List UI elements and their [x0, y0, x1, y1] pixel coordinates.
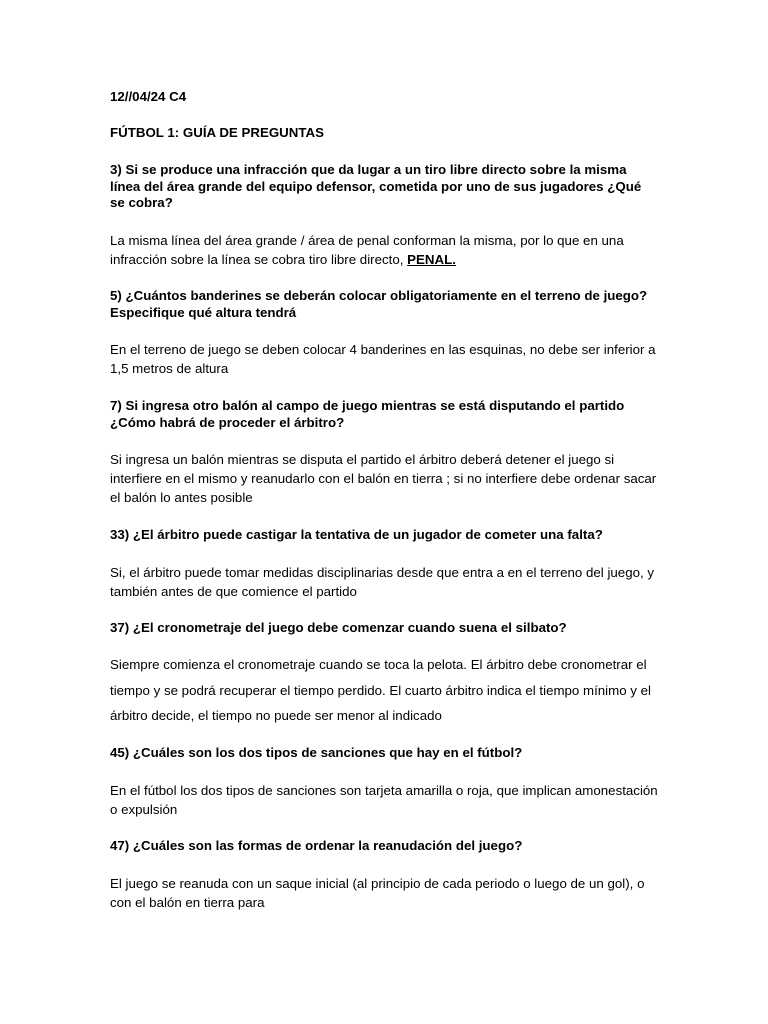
question-7: 7) Si ingresa otro balón al campo de juego mientras se está disputando el partido ¿Cómo habrá de proceder el árbitro? — [110, 398, 625, 430]
question-5: 5) ¿Cuántos banderines se deberán colocar obligatoriamente en el terreno de juego? Especifique qué altura tendrá — [110, 288, 648, 320]
answer-3-text: La misma línea del área grande / área de penal conforman la misma, por lo que en una infracción sobre la línea se cobra tiro libre directo, — [110, 233, 624, 267]
page-title: FÚTBOL 1: GUÍA DE PREGUNTAS — [110, 125, 324, 140]
answer-3-emphasis: PENAL. — [407, 252, 456, 267]
question-47: 47) ¿Cuáles son las formas de ordenar la reanudación del juego? — [110, 838, 523, 853]
question-45: 45) ¿Cuáles son los dos tipos de sanciones que hay en el fútbol? — [110, 745, 523, 760]
question-37: 37) ¿El cronometraje del juego debe comenzar cuando suena el silbato? — [110, 620, 567, 635]
question-3: 3) Si se produce una infracción que da lugar a un tiro libre directo sobre la misma línea del área grande del equipo defensor, cometida por uno de sus jugadores ¿Qué se cobra? — [110, 162, 642, 210]
answer-7: Si ingresa un balón mientras se disputa el partido el árbitro deberá detener el juego si interfiere en el mismo y reanudarlo con el balón en tierra ; si no interfiere debe ordenar sacar el balón lo antes posible — [110, 452, 657, 505]
answer-33: Si, el árbitro puede tomar medidas disciplinarias desde que entra a en el terreno del juego, y también antes de que comience el partido — [110, 565, 655, 599]
date-line: 12//04/24 C4 — [110, 89, 187, 104]
answer-5: En el terreno de juego se deben colocar 4 banderines en las esquinas, no debe ser inferior a 1,5 metros de altura — [110, 342, 656, 376]
answer-45: En el fútbol los dos tipos de sanciones son tarjeta amarilla o roja, que implican amonestación o expulsión — [110, 783, 658, 817]
answer-47: El juego se reanuda con un saque inicial (al principio de cada periodo o luego de un gol), o con el balón en tierra para — [110, 876, 645, 910]
question-33: 33) ¿El árbitro puede castigar la tentativa de un jugador de cometer una falta? — [110, 527, 603, 542]
answer-3 — [110, 231, 658, 269]
answer-37: Siempre comienza el cronometraje cuando se toca la pelota. El árbitro debe cronometrar el tiempo y se podrá recuperar el tiempo perdido. El cuarto árbitro indica el tiempo mínimo y el árbitro decide, el tiempo no puede ser menor al indicado — [110, 657, 651, 723]
